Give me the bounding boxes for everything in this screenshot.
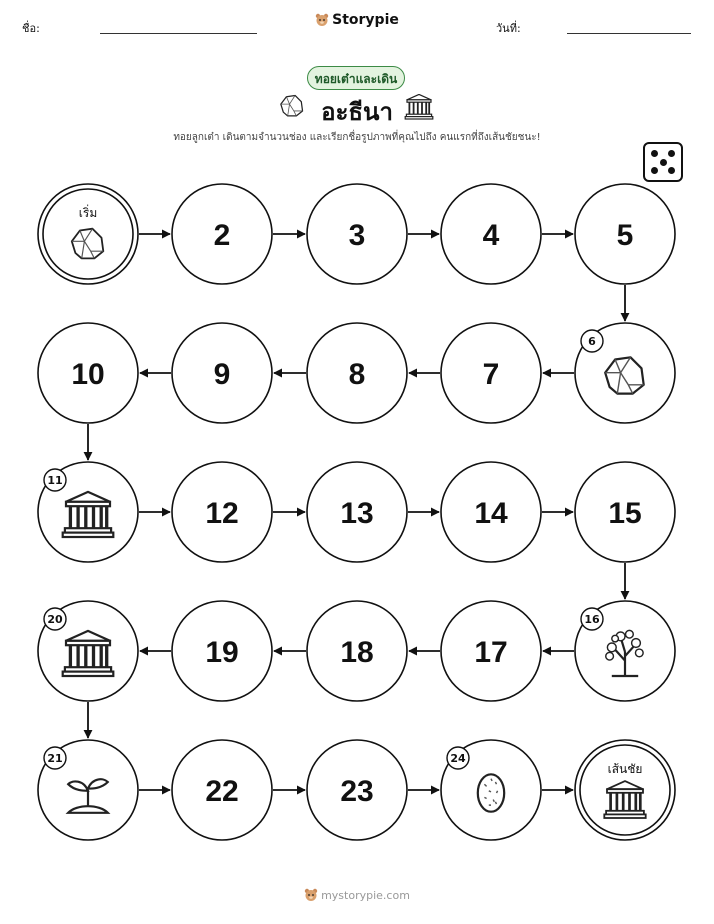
- board-cell-16[interactable]: [575, 601, 675, 701]
- board-cell-14[interactable]: [441, 462, 541, 562]
- instructions: ทอยลูกเต๋า เดินตามจำนวนช่อง และเรียกชื่อรูปภาพที่คุณไปถึง คนแรกที่ถึงเส้นชัยชนะ!: [173, 132, 541, 143]
- name-label: ชื่อ:: [22, 22, 40, 35]
- board-cell-21[interactable]: [38, 740, 138, 840]
- cell-number-badge: 24: [450, 752, 466, 765]
- footer-site: mystorypie.com: [321, 889, 410, 902]
- cell-number: 4: [482, 219, 500, 252]
- board-cell-17[interactable]: [441, 601, 541, 701]
- brand-name: Storypie: [332, 12, 399, 28]
- cell-number: 15: [608, 497, 642, 530]
- cell-number: 13: [340, 497, 374, 530]
- cell-number-badge: 16: [584, 613, 600, 626]
- cell-number: 14: [474, 497, 508, 530]
- board-cell-11[interactable]: [38, 462, 138, 562]
- date-label: วันที่:: [496, 22, 521, 35]
- board-cell-15[interactable]: [575, 462, 675, 562]
- start-label: เริ่ม: [78, 206, 98, 220]
- cell-number: 5: [616, 219, 634, 252]
- board-cell-22[interactable]: [172, 740, 272, 840]
- cell-number: 22: [205, 775, 239, 808]
- board-cell-24[interactable]: [441, 740, 541, 840]
- cell-number: 18: [340, 636, 374, 669]
- cell-number: 3: [348, 219, 366, 252]
- board-cell-10[interactable]: [38, 323, 138, 423]
- cell-number-badge: 6: [588, 335, 596, 348]
- cell-number: 17: [474, 636, 508, 669]
- board-cell-13[interactable]: [307, 462, 407, 562]
- board-cell-8[interactable]: [307, 323, 407, 423]
- board-cell-18[interactable]: [307, 601, 407, 701]
- cell-number: 23: [340, 775, 374, 808]
- board-cell-2[interactable]: [172, 184, 272, 284]
- game-type-pill: ทอยเต๋าและเดิน: [307, 66, 405, 90]
- board-cell-4[interactable]: [441, 184, 541, 284]
- cell-number-badge: 20: [47, 613, 63, 626]
- board-cell-20[interactable]: [38, 601, 138, 701]
- finish-label: เส้นชัย: [607, 762, 643, 776]
- footer-bear-icon: [304, 888, 318, 905]
- board-cell-23[interactable]: [307, 740, 407, 840]
- board-cell-3[interactable]: [307, 184, 407, 284]
- cell-number-badge: 11: [47, 474, 63, 487]
- cell-number: 12: [205, 497, 239, 530]
- cell-number: 9: [213, 358, 231, 391]
- almond-icon: [478, 774, 504, 811]
- page-title: อะธีนา: [321, 98, 393, 126]
- board-cell-19[interactable]: [172, 601, 272, 701]
- cell-number-badge: 21: [47, 752, 63, 765]
- board-cell-1[interactable]: [38, 184, 138, 284]
- board-cell-5[interactable]: [575, 184, 675, 284]
- cell-number: 8: [348, 358, 366, 391]
- board-cell-12[interactable]: [172, 462, 272, 562]
- board-cell-25[interactable]: [575, 740, 675, 840]
- board-cell-7[interactable]: [441, 323, 541, 423]
- cell-number: 10: [71, 358, 105, 391]
- cell-number: 2: [213, 219, 231, 252]
- board-cell-6[interactable]: [575, 323, 675, 423]
- footer: [0, 888, 714, 905]
- board-cell-9[interactable]: [172, 323, 272, 423]
- cell-number: 7: [482, 358, 500, 391]
- cell-number: 19: [205, 636, 239, 669]
